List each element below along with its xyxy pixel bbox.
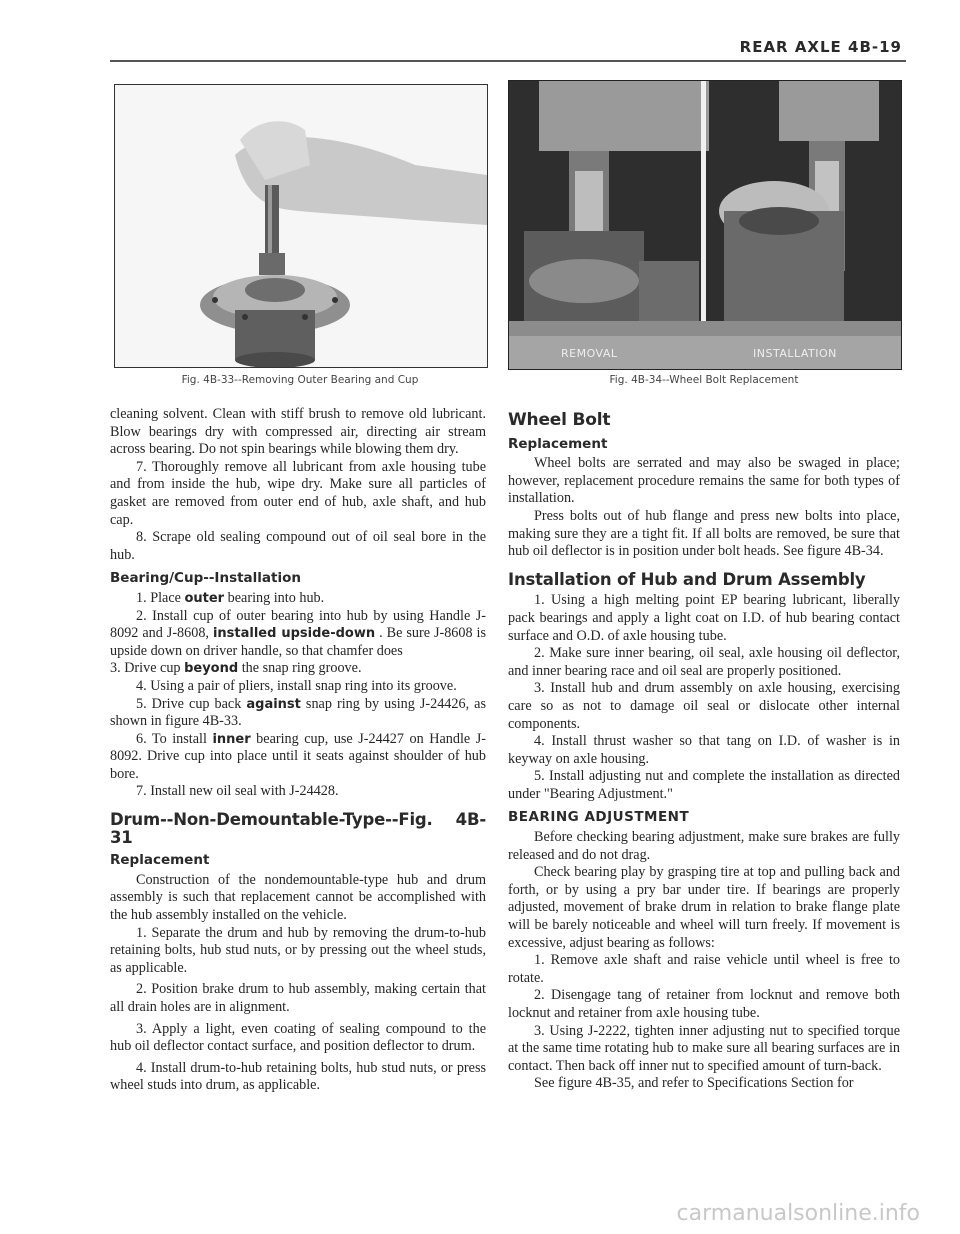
replacement-heading: Replacement (508, 435, 608, 452)
drum-intro: Construction of the nondemountable-type hub and drum assembly is such that replacement cannot be accomplished with the hub assembly installed on the vehicle. (110, 871, 486, 924)
emphasis: outer (184, 590, 225, 606)
figure-4b-34-photo (508, 80, 902, 370)
drum-step-2: 2. Position brake drum to hub assembly, making certain that all drain holes are in alignment. (110, 981, 486, 1015)
drum-step-3: 3. Apply a light, even coating of sealing compound to the hub oil deflector contact surface, and position deflector to drum. (110, 1020, 486, 1055)
removal-label: REMOVAL (561, 347, 618, 360)
adjust-para-1: Before checking bearing adjustment, make sure brakes are fully released and do not drag. (508, 829, 900, 863)
step-7: 7. Thoroughly remove all lubricant from axle housing tube and from inside the hub, wipe dry. Make sure all particles of gasket are removed from outer end of hub, axle shaft, and hub cap. (110, 458, 486, 528)
emphasis: installed upside-down (212, 626, 376, 642)
installation-hub-drum-heading: Installation of Hub and Drum Assembly (508, 569, 866, 589)
install-step-6 (110, 731, 486, 784)
wheel-bolt-para-1: Wheel bolts are serrated and may also be swaged in place; however, replacement procedure remains the same for both types of installation. (508, 455, 900, 507)
drum-step-1: 1. Separate the drum and hub by removing the drum-to-hub retaining bolts, hub stud nuts, or by pressing out the wheel studs, as applicable. (110, 924, 486, 976)
figure-4b-34-caption: Fig. 4B-34--Wheel Bolt Replacement (609, 374, 799, 386)
left-column (110, 406, 486, 1095)
install-step-1 (110, 590, 486, 608)
step-text: snap ring by using J-24426, as shown in figure 4B-33. (110, 695, 486, 730)
wheel-bolt-press-illustration (509, 81, 901, 369)
hub-step-4: 4. Install thrust washer so that tang on I.D. of washer is in keyway on axle housing. (508, 733, 900, 767)
step-text: . Be sure J-8608 is upside down on driver handle, so that chamfer does (110, 625, 487, 659)
page-header: REAR AXLE 4B-19 (739, 38, 902, 56)
installation-label: INSTALLATION (753, 347, 837, 360)
adjust-step-1: 1. Remove axle shaft and raise vehicle until wheel is free to rotate. (508, 952, 900, 986)
emphasis: beyond (184, 661, 239, 677)
right-column (508, 406, 900, 1093)
step-text: bearing cup, use J-24427 on Handle J-8092. Drive cup into place until it seats against shoulder of hub bore. (110, 730, 486, 782)
adjust-para-ref: See figure 4B-35, and refer to Specifications Section for (534, 1075, 854, 1092)
adjust-para-2: Check bearing play by grasping tire at top and pulling back and forth, or by using a pry bar under tire. If bearings are properly adjusted, movement of brake drum in relation to brake flange plate will be barely noticeable and wheel will turn freely. If movement is excessive, adjust bearing as follows: (508, 864, 900, 951)
step-text: the snap ring groove. (238, 660, 362, 677)
figure-4b-33-caption: Fig. 4B-33--Removing Outer Bearing and Cup (181, 374, 419, 386)
drum-step-4: 4. Install drum-to-hub retaining bolts, hub stud nuts, or press wheel studs into drum, as applicable. (110, 1059, 486, 1094)
step-8: 8. Scrape old sealing compound out of oil seal bore in the hub. (110, 529, 486, 563)
install-step-2 (110, 608, 486, 661)
step-text: 5. Drive cup back (136, 695, 247, 712)
install-step-4: 4. Using a pair of pliers, install snap ring into its groove. (136, 677, 457, 694)
bearing-adjustment-heading: BEARING ADJUSTMENT (508, 809, 690, 826)
hub-step-3: 3. Install hub and drum assembly on axle housing, exercising care so as not to damage oil seal or dislocate other internal components. (508, 680, 900, 732)
figure-4b-33-photo (114, 84, 488, 368)
hub-step-2: 2. Make sure inner bearing, oil seal, axle housing oil deflector, and inner bearing race and oil seal are properly positioned. (508, 645, 900, 679)
watermark[interactable]: carmanualsonline.info (676, 1201, 920, 1226)
emphasis: against (246, 696, 301, 712)
hub-step-1: 1. Using a high melting point EP bearing lubricant, liberally pack bearings and apply a light coat on I.D. of hub bearing contact surface and O.D. of axle housing tube. (508, 592, 900, 644)
step-text: 1. Place (136, 589, 185, 606)
step-text: bearing into hub. (224, 589, 325, 606)
install-step-7: 7. Install new oil seal with J-24428. (136, 783, 339, 800)
wheel-bolt-para-2: Press bolts out of hub flange and press new bolts into place, making sure they are a tight fit. If all bolts are removed, be sure that hub oil deflector is in position under bolt heads. See figure 4B-34. (508, 507, 900, 560)
install-step-3 (110, 660, 486, 678)
header-rule (110, 60, 906, 62)
bearing-removal-illustration (115, 85, 487, 367)
bearing-cup-installation-heading: Bearing/Cup--Installation (110, 570, 301, 587)
step-text: 2. Install cup of outer bearing into hub by using Handle J-8092 and J-8608, (110, 607, 486, 642)
step-text: 3. Drive cup (110, 660, 185, 677)
replacement-heading: Replacement (110, 852, 210, 869)
hub-step-5: 5. Install adjusting nut and complete the installation as directed under "Bearing Adjustment." (508, 768, 900, 802)
drum-non-demountable-heading: Drum--Non-Demountable-Type--Fig. 4B-31 (110, 810, 486, 847)
step-text: 6. To install (136, 730, 213, 747)
wheel-bolt-heading: Wheel Bolt (508, 410, 611, 430)
emphasis: inner (212, 731, 251, 747)
install-step-5 (110, 696, 486, 731)
adjust-step-3: 3. Using J-2222, tighten inner adjusting nut to specified torque at the same time rotating hub to make sure all bearing surfaces are in contact. Then back off inner nut to specified amount of turn-back. (508, 1022, 900, 1074)
adjust-step-2: 2. Disengage tang of retainer from locknut and remove both locknut and retainer from axle housing tube. (508, 987, 900, 1021)
paragraph: cleaning solvent. Clean with stiff brush to remove old lubricant. Blow bearings dry with compressed air, directing air stream across bearing. Do not spin bearings while blowing them dry. (110, 406, 486, 458)
